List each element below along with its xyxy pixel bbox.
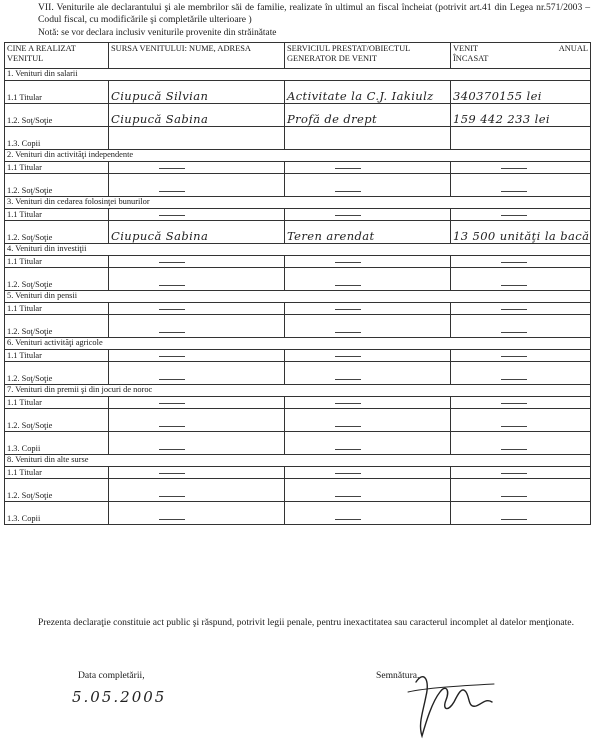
- public-act-declaration: [4, 617, 590, 629]
- dash-mark: [335, 262, 361, 263]
- section-intro-text: VII. Veniturile ale declarantului şi ale membrilor săi de familie, realizate în ultimul an fiscal încheiat (potrivit art.41 din Legea nr.571/2003 – Codul fiscal, cu modificările şi completările ulterioare ): [38, 2, 590, 25]
- row-label: 1.2. Soţ/Soţie: [5, 174, 109, 197]
- dash-mark: [501, 426, 527, 427]
- dash-mark: [159, 519, 185, 520]
- handwritten-service: Teren arendat: [287, 229, 375, 243]
- header-venit: [451, 43, 591, 69]
- dash-mark: [335, 403, 361, 404]
- section-row: [5, 385, 591, 397]
- dash-mark: [159, 309, 185, 310]
- signature-label: Semnătura,: [376, 670, 420, 681]
- handwritten-income: 159 442 233 lei: [453, 112, 550, 126]
- dash-mark: [159, 332, 185, 333]
- handwritten-source: Ciupucă Sabina: [111, 112, 209, 126]
- table-row: [5, 268, 591, 291]
- dash-mark: [335, 519, 361, 520]
- dash-mark: [501, 332, 527, 333]
- handwritten-service: Profă de drept: [287, 112, 377, 126]
- table-row: [5, 467, 591, 479]
- section-row: [5, 455, 591, 467]
- handwritten-source: Ciupucă Sabina: [111, 229, 209, 243]
- dash-mark: [335, 168, 361, 169]
- table-row: [5, 162, 591, 174]
- dash-mark: [159, 449, 185, 450]
- handwritten-source: Ciupucă Silvian: [111, 89, 209, 103]
- table-row: [5, 303, 591, 315]
- row-label: 1.1 Titular: [5, 162, 109, 174]
- dash-mark: [335, 309, 361, 310]
- dash-mark: [159, 379, 185, 380]
- section-title: [4, 2, 590, 26]
- dash-mark: [501, 473, 527, 474]
- dash-mark: [335, 215, 361, 216]
- handwritten-signature: [396, 662, 506, 742]
- header-venit-b: ANUAL: [558, 44, 588, 53]
- row-label: 1.3. Copii: [5, 502, 109, 525]
- dash-mark: [159, 285, 185, 286]
- table-row: [5, 502, 591, 525]
- section-heading: 2. Venituri din activităţi independente: [5, 150, 591, 162]
- header-serviciul: SERVICIUL PRESTAT/OBIECTUL GENERATOR DE VENIT: [285, 43, 451, 69]
- table-row: [5, 209, 591, 221]
- foreign-income-note: Notă: se vor declara inclusiv veniturile provenite din străinătate: [38, 28, 277, 38]
- table-row: [5, 127, 591, 150]
- table-row: [5, 397, 591, 409]
- table-row: [5, 256, 591, 268]
- dash-mark: [159, 403, 185, 404]
- row-label: 1.1 Titular: [5, 350, 109, 362]
- section-heading: 7. Venituri din premii şi din jocuri de noroc: [5, 385, 591, 397]
- row-label: 1.1 Titular: [5, 467, 109, 479]
- empty-cell: [451, 127, 591, 150]
- section-heading: 6. Venituri activităţi agricole: [5, 338, 591, 350]
- income-table: [4, 42, 591, 525]
- row-label: 1.1 Titular: [5, 256, 109, 268]
- row-label: 1.2. Soţ/Soţie: [5, 104, 109, 127]
- row-label: 1.3. Copii: [5, 432, 109, 455]
- dash-mark: [335, 332, 361, 333]
- section-heading: 5. Venituri din pensii: [5, 291, 591, 303]
- section-heading: 4. Venituri din investiţii: [5, 244, 591, 256]
- row-label: 1.1 Titular: [5, 397, 109, 409]
- dash-mark: [501, 215, 527, 216]
- dash-mark: [501, 519, 527, 520]
- dash-mark: [501, 191, 527, 192]
- dash-mark: [335, 473, 361, 474]
- table-row: [5, 221, 591, 244]
- section-heading: 1. Venituri din salarii: [5, 69, 591, 81]
- table-row: [5, 409, 591, 432]
- empty-cell: [285, 127, 451, 150]
- row-label: 1.1 Titular: [5, 303, 109, 315]
- dash-mark: [501, 449, 527, 450]
- dash-mark: [501, 496, 527, 497]
- section-row: [5, 150, 591, 162]
- dash-mark: [159, 215, 185, 216]
- dash-mark: [335, 449, 361, 450]
- dash-mark: [501, 168, 527, 169]
- dash-mark: [501, 379, 527, 380]
- dash-mark: [159, 262, 185, 263]
- section-row: [5, 338, 591, 350]
- dash-mark: [159, 473, 185, 474]
- table-row: [5, 362, 591, 385]
- dash-mark: [335, 426, 361, 427]
- declaration-text: Prezenta declaraţie constituie act public şi răspund, potrivit legii penale, pentru inexactitatea sau caracterul incomplet al datelor menţionate.: [38, 617, 574, 628]
- section-row: [5, 69, 591, 81]
- dash-mark: [159, 496, 185, 497]
- dash-mark: [501, 262, 527, 263]
- row-label: 1.1 Titular: [5, 209, 109, 221]
- row-label: 1.2. Soţ/Soţie: [5, 479, 109, 502]
- row-label: 1.2. Soţ/Soţie: [5, 315, 109, 338]
- dash-mark: [159, 426, 185, 427]
- table-row: [5, 479, 591, 502]
- row-label: 1.2. Soţ/Soţie: [5, 268, 109, 291]
- row-label: 1.2. Soţ/Soţie: [5, 409, 109, 432]
- header-venit-a: VENIT: [453, 44, 479, 53]
- section-heading: 8. Venituri din alte surse: [5, 455, 591, 467]
- dash-mark: [159, 356, 185, 357]
- handwritten-service: Activitate la C.J. Iakiulz: [287, 89, 434, 103]
- table-row: [5, 315, 591, 338]
- dash-mark: [159, 191, 185, 192]
- section-row: [5, 197, 591, 209]
- dash-mark: [501, 403, 527, 404]
- date-label: Data completării,: [78, 670, 145, 681]
- dash-mark: [335, 379, 361, 380]
- dash-mark: [335, 496, 361, 497]
- table-row: [5, 350, 591, 362]
- table-row: [5, 174, 591, 197]
- dash-mark: [501, 309, 527, 310]
- row-label: 1.2. Soţ/Soţie: [5, 221, 109, 244]
- row-label: 1.3. Copii: [5, 127, 109, 150]
- section-heading: 3. Venituri din cedarea folosinţei bunurilor: [5, 197, 591, 209]
- handwritten-income: 13 500 unităţi la bacă: [453, 229, 590, 243]
- handwritten-income: 340370155 lei: [453, 89, 542, 103]
- handwritten-date: 5.05.2005: [72, 688, 167, 706]
- table-row: [5, 81, 591, 104]
- header-cine: CINE A REALIZAT VENITUL: [5, 43, 109, 69]
- table-row: [5, 432, 591, 455]
- dash-mark: [501, 285, 527, 286]
- row-label: 1.2. Soţ/Soţie: [5, 362, 109, 385]
- dash-mark: [335, 191, 361, 192]
- section-row: [5, 244, 591, 256]
- empty-cell: [109, 127, 285, 150]
- table-row: [5, 104, 591, 127]
- section-row: [5, 291, 591, 303]
- dash-mark: [335, 285, 361, 286]
- dash-mark: [501, 356, 527, 357]
- row-label: 1.1 Titular: [5, 81, 109, 104]
- table-header-row: [5, 43, 591, 69]
- dash-mark: [335, 356, 361, 357]
- header-sursa: SURSA VENITULUI: NUME, ADRESA: [109, 43, 285, 69]
- dash-mark: [159, 168, 185, 169]
- header-venit-c: ÎNCASAT: [453, 54, 489, 63]
